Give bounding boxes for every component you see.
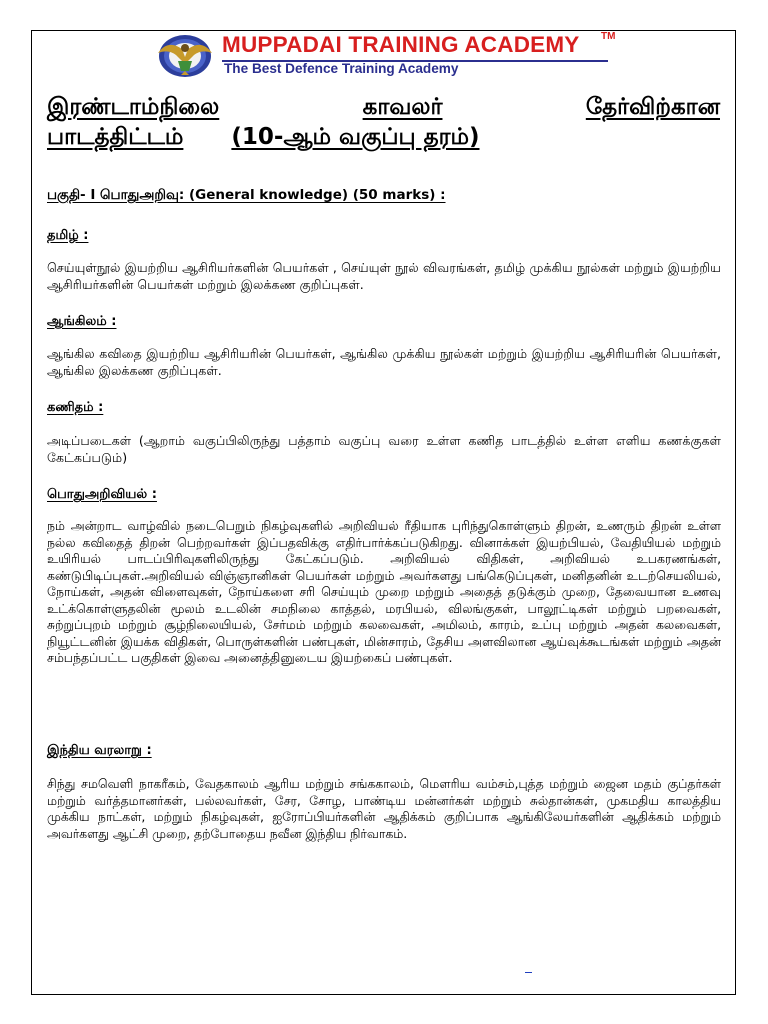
- title-line-1: [47, 92, 720, 122]
- section-body-maths: அடிப்படைகள் (ஆறாம் வகுப்பிலிருந்து பத்தாம் வகுப்பு வரை உள்ள கணித பாடத்தில் உள்ள எளிய கணக்குகள் கேட்கப்படும்): [47, 433, 721, 465]
- section-heading-history: இந்திய வரலாறு :: [47, 743, 152, 758]
- cursor-mark: [525, 972, 532, 973]
- section-heading-english: ஆங்கிலம் :: [47, 314, 117, 329]
- eagle-emblem-icon: [152, 31, 218, 79]
- title-word: தேர்விற்கான: [585, 94, 720, 120]
- title-word: இரண்டாம்நிலை: [47, 94, 220, 120]
- title-word: காவலர்: [362, 94, 443, 120]
- part-heading-text: பகுதி- I பொதுஅறிவு: (General knowledge) (50 marks) :: [47, 187, 446, 203]
- part-heading: [47, 187, 446, 205]
- academy-tagline: The Best Defence Training Academy: [224, 61, 459, 76]
- title-word: பாடத்திட்டம்: [47, 124, 184, 150]
- section-body-science: நம் அன்றாட வாழ்வில் நடைபெறும் நிகழ்வுகளில் அறிவியல் ரீதியாக புரிந்துகொள்ளும் திறன், உணரும் திறன் உள்ள நல்ல கவிதைத் திறன் பெற்றவர்கள் இப்பதவிக்கு எதிர்பார்க்கப்படுகிறது. வினாக்கள் இயற்பியல், வேதியியல் மற்றும் உயிரியல் பாடப்பிரிவுகளிலிருந்து கேட்கப்படும். அறிவியல் விதிகள், அறிவியல் உபகரணங்கள், கண்டுபிடிப்புகள்.அறிவியல் விஞ்ஞானிகள் பெயர்கள் மற்றும் அவர்களது பங்கெடுப்புகள், மனிதனின் உடற்செயலியல், நோய்கள், அதன் விளைவுகள், நோய்களை சரி செய்யும் முறை மற்றும் அதைத் தடுக்கும் முறை, தேவையான உணவு உட்க்கொள்ளுதலின் மூலம் உடலின் சமநிலை காத்தல், மரபியல், விலங்குகள், பாலூட்டிகள் மற்றும் பறவைகள், சுற்றுப்புறம் மற்றும் சூழ்நிலையியல், சேர்மம் மற்றும் கலவைகள், அமிலம், காரம், உப்பு மற்றும் அதன் கலவைகள், நியூட்டனின் இயக்க விதிகள், பொருள்களின் பண்புகள், மின்சாரம், தேசிய அளவிலான ஆய்வுக்கூடங்கள் மற்றும் அதன் சம்பந்தப்பட்ட பகுதிகள் இவை அனைத்தினுடைய இயற்கைப் பண்புகள்.: [47, 518, 721, 665]
- page-border: [31, 30, 736, 995]
- academy-name: MUPPADAI TRAINING ACADEMY: [222, 32, 580, 57]
- section-heading-maths: கணிதம் :: [47, 400, 104, 415]
- section-body-english: ஆங்கில கவிதை இயற்றிய ஆசிரியரின் பெயர்கள், ஆங்கில முக்கிய நூல்கள் மற்றும் இயற்றிய ஆசிரியரின் பெயர்கள், ஆங்கில இலக்கண குறிப்புகள்.: [47, 346, 721, 378]
- section-heading-tamil: தமிழ் :: [47, 228, 89, 243]
- section-body-history: சிந்து சமவெளி நாகரீகம், வேதகாலம் ஆரிய மற்றும் சங்ககாலம், மௌரிய வம்சம்,புத்த மற்றும் ஜைன மதம் குப்தர்கள் மற்றும் வர்த்தமானர்கள், பல்லவர்கள், சேர, சோழ, பாண்டிய மன்னர்கள் மற்றும் சுல்தான்கள், முகமதிய காலத்திய முக்கிய நாட்கள், மற்றும் நிகழ்வுகள், ஐரோப்பியர்களின் ஆதிக்கம் குறிப்பாக ஆங்கிலேயர்களின் ஆதிக்கம் மற்றும் அவர்களது ஆட்சி முறை, தற்போதைய நவீன இந்திய நிர்வாகம்.: [47, 776, 721, 841]
- section-body-tamil: செய்யுள்நூல் இயற்றிய ஆசிரியர்களின் பெயர்கள் , செய்யுள் நூல் விவரங்கள், தமிழ் முக்கிய நூல்கள் மற்றும் இயற்றிய ஆசிரியர்களின் பெயர்கள் மற்றும் இலக்கண குறிப்புகள்.: [47, 260, 721, 292]
- trademark-mark: TM: [601, 31, 616, 42]
- academy-header: [152, 31, 622, 81]
- document-title: [47, 92, 720, 152]
- title-line-2: [47, 122, 720, 152]
- section-heading-science: பொதுஅறிவியல் :: [47, 487, 157, 502]
- title-subtitle: (10-ஆம் வகுப்பு தரம்): [231, 124, 480, 150]
